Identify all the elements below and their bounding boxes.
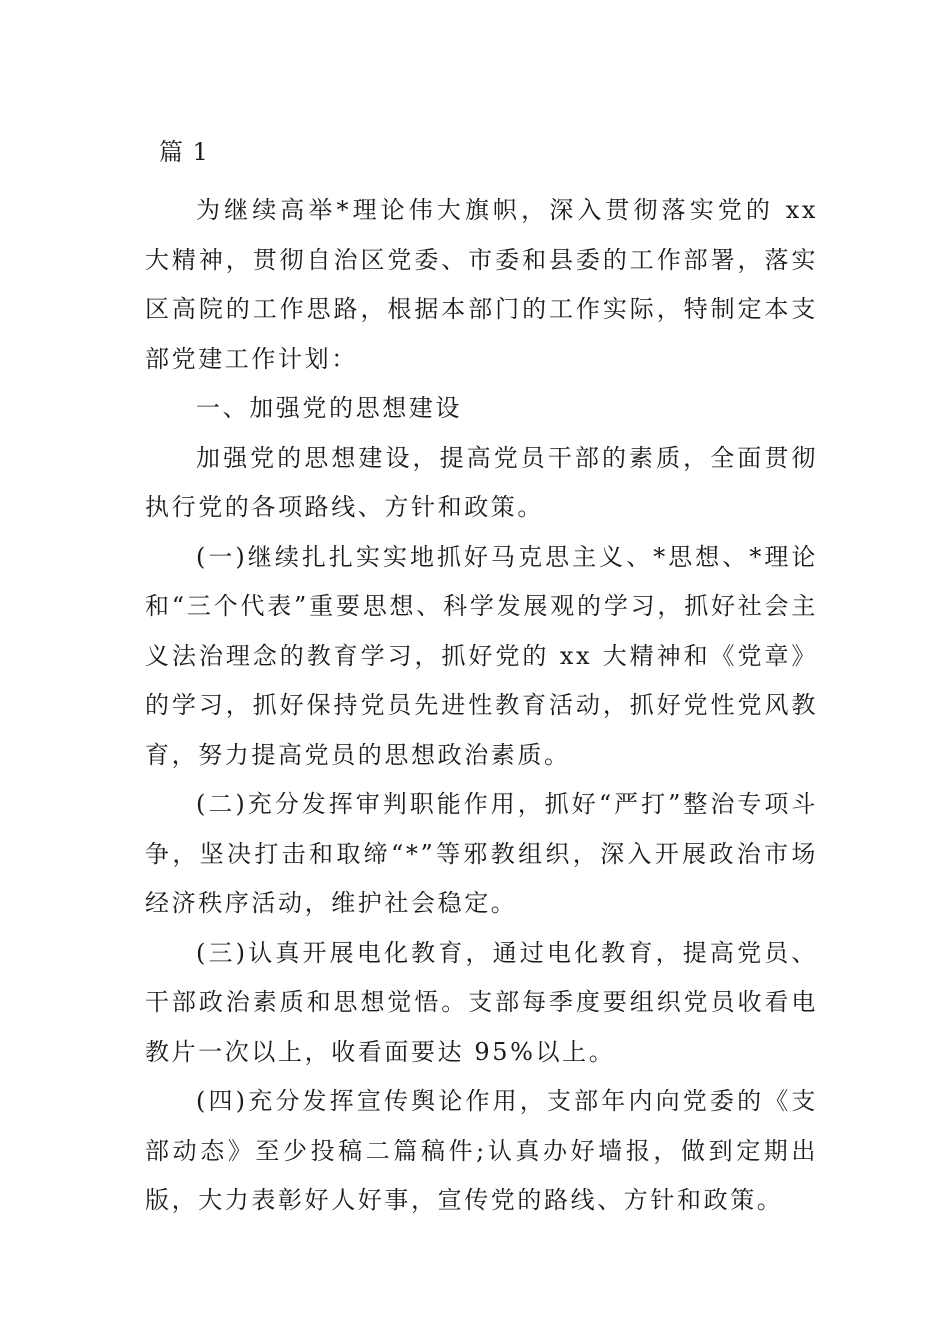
- paragraph-item-3: (三)认真开展电化教育，通过电化教育，提高党员、干部政治素质和思想觉悟。支部每季度要组织党员收看电教片一次以上，收看面要达 95%以上。: [145, 938, 818, 1066]
- paragraph-item-4: (四)充分发挥宣传舆论作用，支部年内向党委的《支部动态》至少投稿二篇稿件;认真办好墙报，做到定期出版，大力表彰好人好事，宣传党的路线、方针和政策。: [145, 1087, 818, 1214]
- paragraph-intro: 为继续高举*理论伟大旗帜，深入贯彻落实党的 xx 大精神，贯彻自治区党委、市委和县委的工作部署，落实区高院的工作思路，根据本部门的工作实际，特制定本支部党建工作计划：: [145, 196, 818, 373]
- section-title-ideological-building: 一、加强党的思想建设: [196, 394, 462, 422]
- paragraph-item-2: (二)充分发挥审判职能作用，抓好“严打”整治专项斗争，坚决打击和取缔“*”等邪教组织，深入开展政治市场经济秩序活动，维护社会稳定。: [145, 790, 818, 917]
- paragraph-section-summary: 加强党的思想建设，提高党员干部的素质，全面贯彻执行党的各项路线、方针和政策。: [145, 443, 818, 521]
- document-heading: 篇 1: [159, 138, 209, 166]
- paragraph-item-1: (一)继续扎扎实实地抓好马克思主义、*思想、*理论和“三个代表”重要思想、科学发展观的学习，抓好社会主义法治理念的教育学习，抓好党的 xx 大精神和《党章》的学习，抓好保持党员先进性教育活动，抓好党性党风教育，努力提高党员的思想政治素质。: [145, 542, 818, 769]
